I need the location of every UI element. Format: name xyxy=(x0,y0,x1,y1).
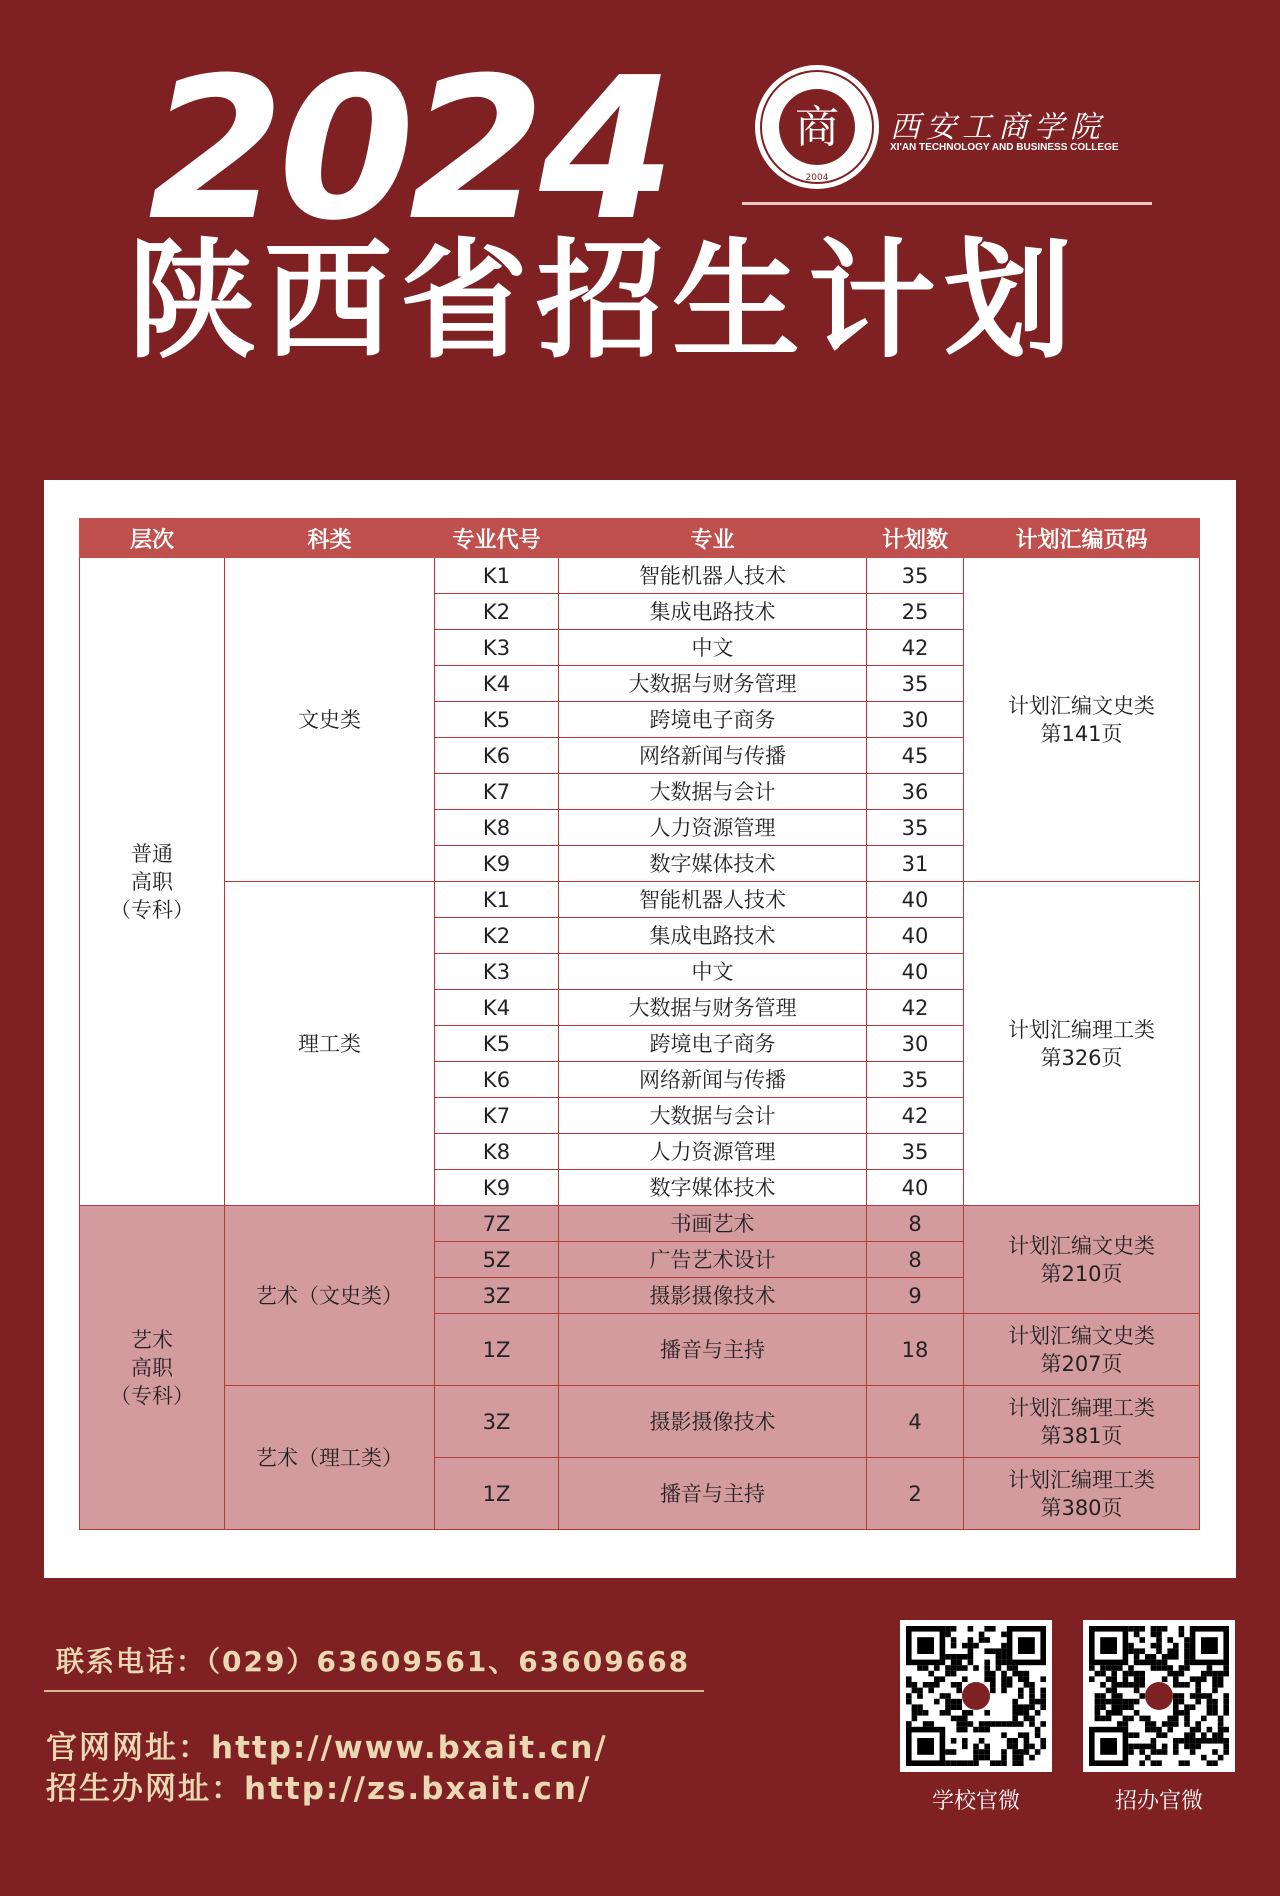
major-code-cell: K2 xyxy=(435,594,559,630)
plan-count-cell: 35 xyxy=(867,666,964,702)
plan-count-cell: 31 xyxy=(867,846,964,882)
major-code-cell: K5 xyxy=(435,702,559,738)
plan-count-cell: 40 xyxy=(867,954,964,990)
plan-count-cell: 2 xyxy=(867,1458,964,1530)
category-cell: 理工类 xyxy=(225,882,435,1206)
plan-count-cell: 9 xyxy=(867,1278,964,1314)
table-row xyxy=(80,1206,1200,1242)
table-body xyxy=(80,558,1200,1530)
major-code-cell: K4 xyxy=(435,990,559,1026)
college-name-cn: 西安工商学院 xyxy=(890,110,1106,145)
seal-char: 商 xyxy=(795,102,839,153)
major-name-cell: 集成电路技术 xyxy=(559,594,867,630)
major-code-cell: K3 xyxy=(435,954,559,990)
level-cell: 普通 高职 （专科） xyxy=(80,558,225,1206)
official-website[interactable]: 官网网址：http://www.bxait.cn/ xyxy=(46,1730,608,1766)
category-cell: 艺术（文史类） xyxy=(225,1206,435,1386)
qr-code-admission[interactable] xyxy=(1083,1620,1235,1772)
major-code-cell: K3 xyxy=(435,630,559,666)
major-name-cell: 网络新闻与传播 xyxy=(559,1062,867,1098)
qr-code-icon xyxy=(906,1626,1046,1766)
major-name-cell: 人力资源管理 xyxy=(559,810,867,846)
major-name-cell: 人力资源管理 xyxy=(559,1134,867,1170)
category-cell: 文史类 xyxy=(225,558,435,882)
column-header: 专业代号 xyxy=(435,519,559,558)
plan-count-cell: 8 xyxy=(867,1242,964,1278)
major-code-cell: K4 xyxy=(435,666,559,702)
major-name-cell: 书画艺术 xyxy=(559,1206,867,1242)
qr-label-admission: 招办官微 xyxy=(1114,1789,1203,1814)
qr-label-school: 学校官微 xyxy=(931,1789,1020,1814)
major-name-cell: 播音与主持 xyxy=(559,1458,867,1530)
table-row xyxy=(80,882,1200,918)
page-title: 陕西省招生计划 xyxy=(128,227,1081,376)
college-seal-icon xyxy=(752,62,882,192)
contact-phone: 联系电话：（029）63609561、63609668 xyxy=(56,1645,691,1678)
major-name-cell: 大数据与财务管理 xyxy=(559,990,867,1026)
major-name-cell: 中文 xyxy=(559,630,867,666)
major-name-cell: 大数据与会计 xyxy=(559,1098,867,1134)
plan-count-cell: 35 xyxy=(867,558,964,594)
column-header: 计划数 xyxy=(867,519,964,558)
phone-divider xyxy=(44,1690,704,1692)
major-code-cell: 3Z xyxy=(435,1278,559,1314)
plan-count-cell: 45 xyxy=(867,738,964,774)
plan-count-cell: 36 xyxy=(867,774,964,810)
major-code-cell: K5 xyxy=(435,1026,559,1062)
major-code-cell: K1 xyxy=(435,558,559,594)
plan-count-cell: 42 xyxy=(867,990,964,1026)
major-name-cell: 网络新闻与传播 xyxy=(559,738,867,774)
college-name-en: XI'AN TECHNOLOGY AND BUSINESS COLLEGE xyxy=(890,142,1119,153)
major-code-cell: K8 xyxy=(435,810,559,846)
major-name-cell: 播音与主持 xyxy=(559,1314,867,1386)
table-row xyxy=(80,558,1200,594)
major-name-cell: 大数据与会计 xyxy=(559,774,867,810)
column-header: 科类 xyxy=(225,519,435,558)
qr-code-school[interactable] xyxy=(900,1620,1052,1772)
plan-count-cell: 35 xyxy=(867,1134,964,1170)
major-code-cell: 3Z xyxy=(435,1386,559,1458)
major-name-cell: 摄影摄像技术 xyxy=(559,1278,867,1314)
page-ref-cell: 计划汇编理工类 第326页 xyxy=(964,882,1200,1206)
table-row xyxy=(80,1386,1200,1458)
major-code-cell: 1Z xyxy=(435,1314,559,1386)
page-ref-cell: 计划汇编理工类 第381页 xyxy=(964,1386,1200,1458)
plan-count-cell: 42 xyxy=(867,630,964,666)
major-code-cell: 7Z xyxy=(435,1206,559,1242)
plan-count-cell: 25 xyxy=(867,594,964,630)
major-name-cell: 智能机器人技术 xyxy=(559,882,867,918)
major-name-cell: 智能机器人技术 xyxy=(559,558,867,594)
page-ref-cell: 计划汇编理工类 第380页 xyxy=(964,1458,1200,1530)
column-header: 计划汇编页码 xyxy=(964,519,1200,558)
column-header: 层次 xyxy=(80,519,225,558)
major-name-cell: 跨境电子商务 xyxy=(559,702,867,738)
column-header: 专业 xyxy=(559,519,867,558)
admission-website[interactable]: 招生办网址：http://zs.bxait.cn/ xyxy=(46,1771,592,1807)
year-title: 2024 xyxy=(148,36,670,264)
major-name-cell: 数字媒体技术 xyxy=(559,846,867,882)
plan-count-cell: 8 xyxy=(867,1206,964,1242)
major-code-cell: 5Z xyxy=(435,1242,559,1278)
plan-count-cell: 42 xyxy=(867,1098,964,1134)
major-name-cell: 大数据与财务管理 xyxy=(559,666,867,702)
major-name-cell: 数字媒体技术 xyxy=(559,1170,867,1206)
major-name-cell: 广告艺术设计 xyxy=(559,1242,867,1278)
major-code-cell: K7 xyxy=(435,774,559,810)
college-logo xyxy=(752,62,1152,212)
major-code-cell: K2 xyxy=(435,918,559,954)
plan-count-cell: 35 xyxy=(867,810,964,846)
major-code-cell: K7 xyxy=(435,1098,559,1134)
major-code-cell: 1Z xyxy=(435,1458,559,1530)
major-name-cell: 摄影摄像技术 xyxy=(559,1386,867,1458)
major-name-cell: 集成电路技术 xyxy=(559,918,867,954)
plan-count-cell: 40 xyxy=(867,882,964,918)
major-code-cell: K6 xyxy=(435,738,559,774)
major-code-cell: K8 xyxy=(435,1134,559,1170)
seal-year: 2004 xyxy=(805,173,829,183)
plan-count-cell: 40 xyxy=(867,918,964,954)
level-cell: 艺术 高职 （专科） xyxy=(80,1206,225,1530)
admission-plan-table xyxy=(79,518,1200,1530)
plan-count-cell: 35 xyxy=(867,1062,964,1098)
plan-count-cell: 40 xyxy=(867,1170,964,1206)
logo-divider xyxy=(742,202,1152,205)
major-name-cell: 中文 xyxy=(559,954,867,990)
plan-count-cell: 30 xyxy=(867,1026,964,1062)
major-code-cell: K9 xyxy=(435,846,559,882)
category-cell: 艺术（理工类） xyxy=(225,1386,435,1530)
qr-code-icon xyxy=(1089,1626,1229,1766)
major-name-cell: 跨境电子商务 xyxy=(559,1026,867,1062)
page-ref-cell: 计划汇编文史类 第141页 xyxy=(964,558,1200,882)
major-code-cell: K9 xyxy=(435,1170,559,1206)
major-code-cell: K1 xyxy=(435,882,559,918)
table-header xyxy=(80,519,1200,558)
plan-count-cell: 4 xyxy=(867,1386,964,1458)
page-ref-cell: 计划汇编文史类 第210页 xyxy=(964,1206,1200,1314)
plan-count-cell: 18 xyxy=(867,1314,964,1386)
plan-count-cell: 30 xyxy=(867,702,964,738)
major-code-cell: K6 xyxy=(435,1062,559,1098)
page-ref-cell: 计划汇编文史类 第207页 xyxy=(964,1314,1200,1386)
